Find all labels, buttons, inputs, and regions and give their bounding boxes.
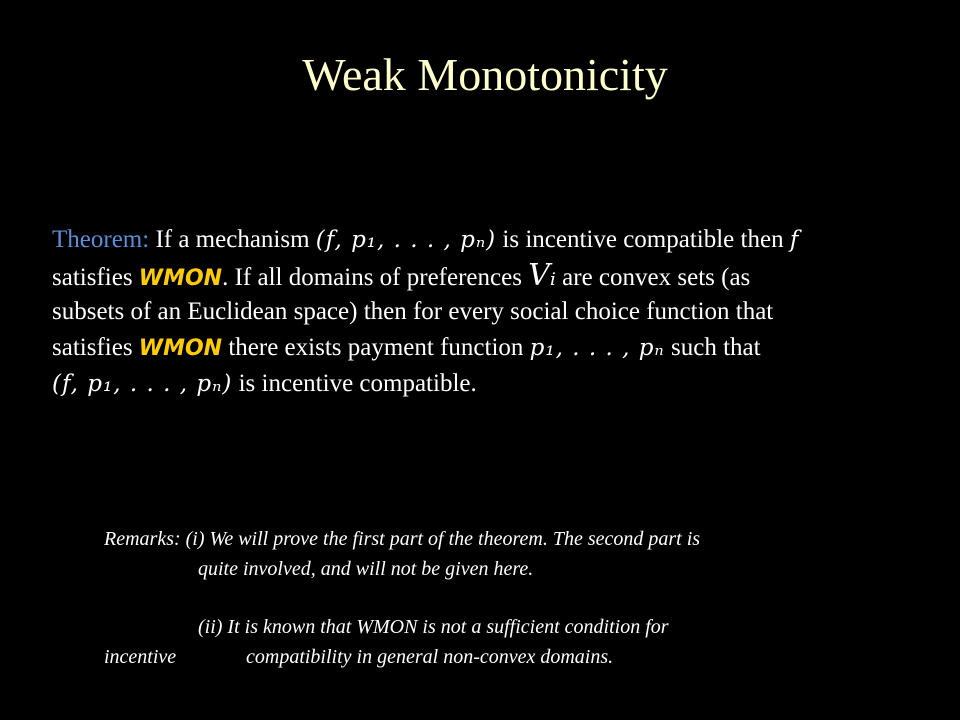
remarks-block [104,524,884,672]
math-mechanism: (f, p₁, . . . , pₙ) [315,227,497,253]
theorem-text: are convex sets (as [562,264,751,291]
remark-line-4 [104,642,884,672]
theorem-text: subsets of an Euclidean space) then for every social choice function that [52,298,774,325]
theorem-line-2 [52,258,932,294]
remark-line-2: quite involved, and will not be given here. [198,558,534,580]
theorem-text: . If all domains of preferences [222,264,522,291]
wmon-highlight: WMON [138,266,223,291]
theorem-line-4 [52,330,932,366]
math-mechanism: (f, p₁, . . . , pₙ) [52,371,233,397]
remark-text: compatibility in general non-convex domains. [246,646,614,668]
math-payments: p₁, . . . , pₙ [529,335,665,361]
theorem-text: satisfies [52,334,133,361]
theorem-text: is incentive compatible then [502,226,784,253]
theorem-text: there exists payment function [228,334,524,361]
theorem-text: such that [671,334,761,361]
theorem-line-3 [52,294,932,330]
theorem-text: is incentive compatible. [238,370,477,397]
theorem-line-5 [52,366,932,402]
theorem-line-1 [52,222,932,258]
slide-title: Weak Monotonicity [302,49,668,100]
theorem-text: If a mechanism [155,226,310,253]
theorem-text: satisfies [52,264,133,291]
math-vi: Vᵢ [528,258,556,293]
remark-spacer [104,584,884,612]
remark-line-3: (ii) It is known that WMON is not a sufficient condition for [198,616,669,638]
theorem-block [52,222,932,402]
math-f: f [789,227,800,253]
theorem-label: Theorem: [52,226,150,253]
wmon-highlight: WMON [138,336,223,361]
remark-line-1: Remarks: (i) We will prove the first part of the theorem. The second part is [104,528,701,550]
remark-text: incentive [104,646,177,668]
